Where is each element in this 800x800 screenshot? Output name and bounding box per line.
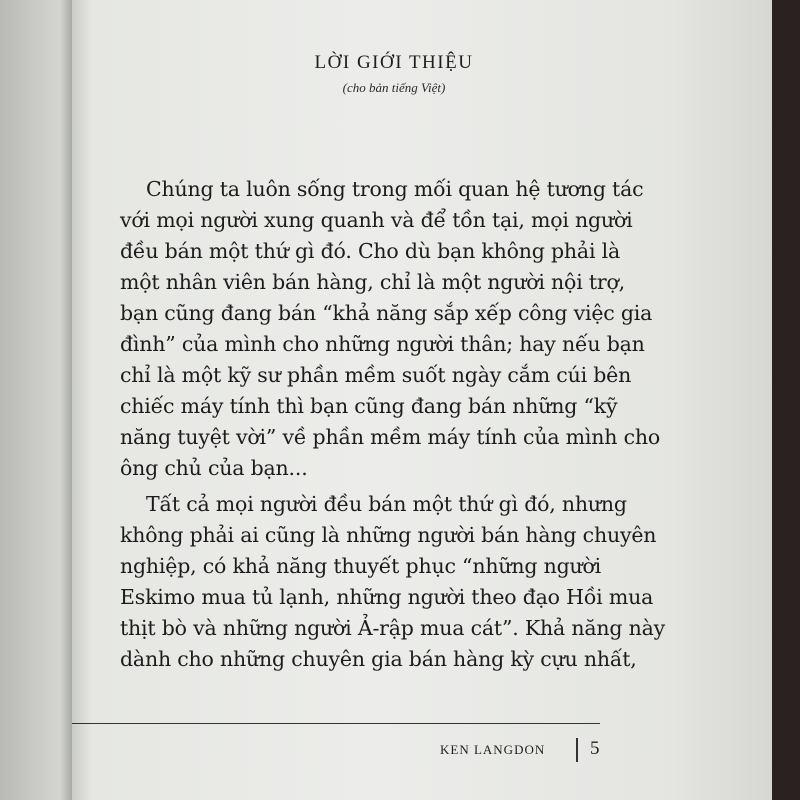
paragraph-2 [120,489,666,675]
chapter-subtitle: (cho bản tiếng Việt) [342,80,446,95]
text-line: đều bán một thứ gì đó. Cho dù bạn không phải là [120,239,621,263]
book-page [72,0,772,800]
page-number: 5 [590,738,600,759]
text-line: đình” của mình cho những người thân; hay nếu bạn [120,332,645,356]
text-line: chỉ là một kỹ sư phần mềm suốt ngày cắm cúi bên [120,363,632,387]
footer-separator [576,738,578,762]
text-line: Tất cả mọi người đều bán một thứ gì đó, nhưng [146,492,627,516]
text-line: năng tuyệt vời” về phần mềm máy tính của mình cho [120,425,661,449]
text-line: một nhân viên bán hàng, chỉ là một người nội trợ, [120,270,625,294]
text-line: chiếc máy tính thì bạn cũng đang bán những “kỹ [120,394,618,418]
paragraph-1 [120,174,660,484]
footer-rule [72,723,600,724]
text-line: thịt bò và những người Ả-rập mua cát”. Khả năng này [120,616,666,640]
text-line: dành cho những chuyên gia bán hàng kỳ cựu nhất, [120,647,637,671]
text-line: không phải ai cũng là những người bán hàng chuyên [120,523,657,547]
text-line: ông chủ của bạn... [120,456,308,480]
footer-author: KEN LANGDON [440,742,546,757]
facing-page-edge [0,0,72,800]
chapter-title: LỜI GIỚI THIỆU [314,52,474,73]
text-line: Eskimo mua tủ lạnh, những người theo đạo Hồi mua [120,585,654,609]
text-line: với mọi người xung quanh và để tồn tại, mọi người [120,208,633,232]
text-line: nghiệp, có khả năng thuyết phục “những người [120,554,602,578]
text-line: bạn cũng đang bán “khả năng sắp xếp công việc gia [120,301,653,325]
text-line: Chúng ta luôn sống trong mối quan hệ tương tác [146,177,644,201]
